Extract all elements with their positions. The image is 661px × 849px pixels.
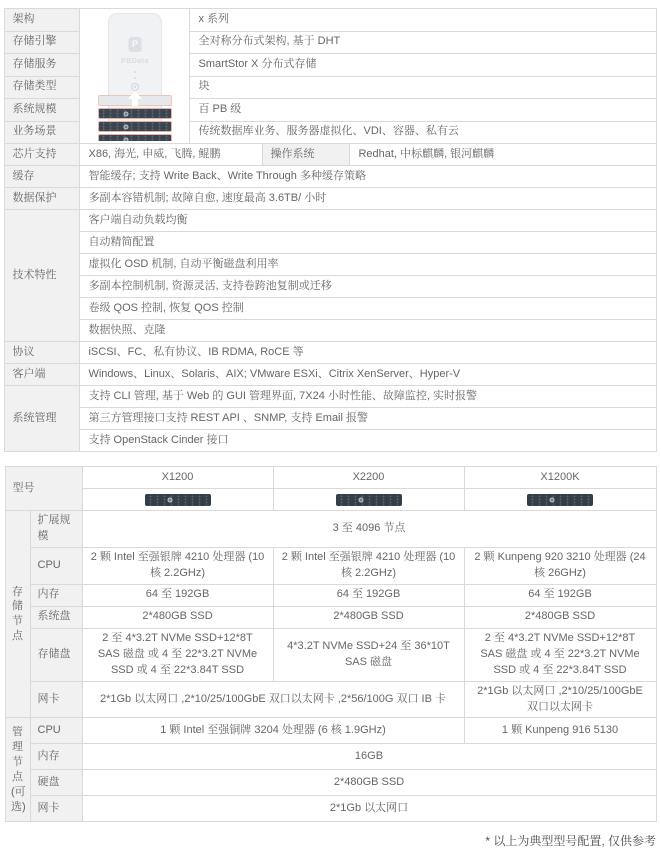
spec-value: 2 至 4*3.2T NVMe SSD+12*8T SAS 磁盘 或 4 至 22*3.2T NVMe SSD 或 4 至 22*3.84T SSD	[82, 628, 273, 681]
spec-value: 多副本控制机制, 资源灵活, 支持卷跨池复制或迁移	[80, 276, 656, 298]
power-button-icon	[167, 497, 172, 502]
spec-value: 1 颗 Kunpeng 916 5130	[464, 718, 656, 744]
spec-value: Redhat, 中标麒麟, 银河麒麟	[350, 144, 656, 166]
spec-value: 卷级 QOS 控制, 恢复 QOS 控制	[80, 298, 656, 320]
spec-value: 数据快照、克隆	[80, 320, 656, 342]
spec-label: 客户端	[5, 364, 80, 386]
spec-value: 块	[190, 76, 656, 99]
power-button-icon	[131, 83, 139, 91]
spec-value: 2 至 4*3.2T NVMe SSD+12*8T SAS 磁盘 或 4 至 22*3.2T NVMe SSD 或 4 至 22*3.84T SSD	[464, 628, 656, 681]
spec-value: 百 PB 级	[190, 99, 656, 122]
table-row	[5, 718, 656, 744]
spec-label: 内存	[30, 744, 82, 770]
group-label-management-nodes: 管理节点(可选)	[5, 718, 30, 822]
table-row	[5, 511, 656, 548]
table-row	[5, 547, 656, 584]
spec-value: SmartStor X 分布式存储	[190, 54, 656, 77]
table-row	[5, 166, 656, 188]
table-row	[5, 770, 656, 796]
spec-label: 内存	[30, 584, 82, 606]
spec-value: 自动精简配置	[80, 232, 656, 254]
rack-server-unit	[98, 108, 172, 119]
footnote: * 以上为典型型号配置, 仅供参考	[485, 834, 656, 849]
table-row	[5, 298, 656, 320]
model-header-label: 型号	[5, 467, 82, 511]
spec-value: iSCSI、FC、私有协议、IB RDMA, RoCE 等	[80, 342, 656, 364]
table-row	[5, 628, 656, 681]
spec-label: 芯片支持	[5, 144, 80, 166]
spec-label: 网卡	[30, 681, 82, 718]
model-image-cell	[464, 489, 656, 511]
spec-value: 智能缓存; 支持 Write Back、Write Through 多种缓存策略	[80, 166, 656, 188]
up-arrow-icon	[132, 99, 138, 106]
spec-label: CPU	[30, 547, 82, 584]
spec-value: x 系列	[190, 9, 656, 32]
power-button-icon	[124, 124, 129, 129]
spec-value: 1 颗 Intel 至强铜牌 3204 处理器 (6 核 1.9GHz)	[82, 718, 464, 744]
spec-value: 4*3.2T NVMe SSD+24 至 36*10T SAS 磁盘	[273, 628, 464, 681]
spec-value: 支持 OpenStack Cinder 接口	[80, 430, 656, 452]
power-button-icon	[550, 497, 555, 502]
rack-server-unit	[98, 134, 172, 141]
spec-value: 支持 CLI 管理, 基于 Web 的 GUI 管理界面, 7X24 小时性能、故障监控, 实时报警	[80, 386, 656, 408]
spec-label: 系统管理	[5, 386, 80, 452]
model-image-cell	[82, 489, 273, 511]
rack-server-unit	[98, 121, 172, 132]
spec-label: 硬盘	[30, 770, 82, 796]
model-name: X1200K	[464, 467, 656, 489]
table-row	[5, 584, 656, 606]
rack-server-thumbnail	[145, 494, 211, 506]
spec-label: 数据保护	[5, 188, 80, 210]
spec-value: 传统数据库业务、服务器虚拟化、VDI、容器、私有云	[190, 121, 656, 144]
spec-value: 客户端自动负载均衡	[80, 210, 656, 232]
table-row	[5, 606, 656, 628]
spec-value: 2 颗 Kunpeng 920 3210 处理器 (24 核 26GHz)	[464, 547, 656, 584]
table-row	[5, 364, 656, 386]
tower-dot	[134, 71, 136, 73]
spec-value: 全对称分布式架构, 基于 DHT	[190, 31, 656, 54]
power-button-icon	[124, 111, 129, 116]
table-row	[5, 796, 656, 822]
brand-logo-icon: P	[128, 37, 141, 52]
product-tower-image-cell	[80, 9, 190, 144]
spec-value: Windows、Linux、Solaris、AIX; VMware ESXi、Citrix XenServer、Hyper-V	[80, 364, 656, 386]
model-name: X1200	[82, 467, 273, 489]
spec-label: 协议	[5, 342, 80, 364]
table-row	[5, 210, 656, 232]
table-row	[5, 342, 656, 364]
spec-value: 2*1Gb 以太网口 ,2*10/25/100GbE 双口以太网卡	[464, 681, 656, 718]
spec-value: 2*1Gb 以太网口 ,2*10/25/100GbE 双口以太网卡 ,2*56/100G 双口 IB 卡	[82, 681, 464, 718]
spec-value: 2*1Gb 以太网口	[82, 796, 656, 822]
table-row	[5, 430, 656, 452]
spec-label: 存储类型	[5, 76, 80, 99]
table-row	[5, 188, 656, 210]
spec-value: X86, 海光, 申威, 飞腾, 鲲鹏	[80, 144, 263, 166]
spec-label: 存储服务	[5, 54, 80, 77]
spec-label: 存储盘	[30, 628, 82, 681]
model-name: X2200	[273, 467, 464, 489]
table-row	[5, 9, 656, 32]
spec-value: 64 至 192GB	[464, 584, 656, 606]
table-row	[5, 744, 656, 770]
spec-label: 业务场景	[5, 121, 80, 144]
table-row	[5, 489, 656, 511]
table-row	[5, 681, 656, 718]
rack-server-thumbnail	[336, 494, 402, 506]
table-row	[5, 144, 656, 166]
spec-label: 操作系统	[263, 144, 350, 166]
power-button-icon	[358, 497, 363, 502]
spec-label: 系统规模	[5, 99, 80, 122]
table-row	[5, 254, 656, 276]
spec-value: 虚拟化 OSD 机制, 自动平衡磁盘利用率	[80, 254, 656, 276]
spec-value: 64 至 192GB	[82, 584, 273, 606]
table-row	[5, 232, 656, 254]
group-label-storage-nodes: 存储节点	[5, 511, 30, 718]
spec-value: 16GB	[82, 744, 656, 770]
model-comparison-table	[5, 466, 657, 822]
table-row	[5, 467, 656, 489]
spec-value: 2 颗 Intel 至强银牌 4210 处理器 (10 核 2.2GHz)	[273, 547, 464, 584]
table-row	[5, 320, 656, 342]
tower-dot	[134, 77, 136, 79]
spec-value: 2*480GB SSD	[273, 606, 464, 628]
table-row	[5, 408, 656, 430]
spec-value: 第三方管理接口支持 REST API 、SNMP, 支持 Email 报警	[80, 408, 656, 430]
spec-label: 系统盘	[30, 606, 82, 628]
spec-label: CPU	[30, 718, 82, 744]
spec-label: 架构	[5, 9, 80, 32]
spec-value: 2*480GB SSD	[82, 770, 656, 796]
spec-label: 技术特性	[5, 210, 80, 342]
spec-value: 多副本容错机制; 故障自愈, 速度最高 3.6TB/ 小时	[80, 188, 656, 210]
spec-label: 网卡	[30, 796, 82, 822]
table-row	[5, 386, 656, 408]
power-button-icon	[124, 137, 129, 141]
product-tower-illustration	[86, 11, 184, 141]
model-image-cell	[273, 489, 464, 511]
spec-value: 3 至 4096 节点	[82, 511, 656, 548]
spec-value: 2 颗 Intel 至强银牌 4210 处理器 (10 核 2.2GHz)	[82, 547, 273, 584]
spec-label: 扩展规模	[30, 511, 82, 548]
spec-value: 64 至 192GB	[273, 584, 464, 606]
spec-value: 2*480GB SSD	[82, 606, 273, 628]
product-spec-table	[4, 8, 656, 452]
spec-value: 2*480GB SSD	[464, 606, 656, 628]
brand-name: PBData	[121, 58, 149, 65]
spec-label: 存储引擎	[5, 31, 80, 54]
spec-label: 缓存	[5, 166, 80, 188]
rack-server-thumbnail	[527, 494, 593, 506]
table-row	[5, 276, 656, 298]
up-arrow-icon	[128, 91, 142, 99]
